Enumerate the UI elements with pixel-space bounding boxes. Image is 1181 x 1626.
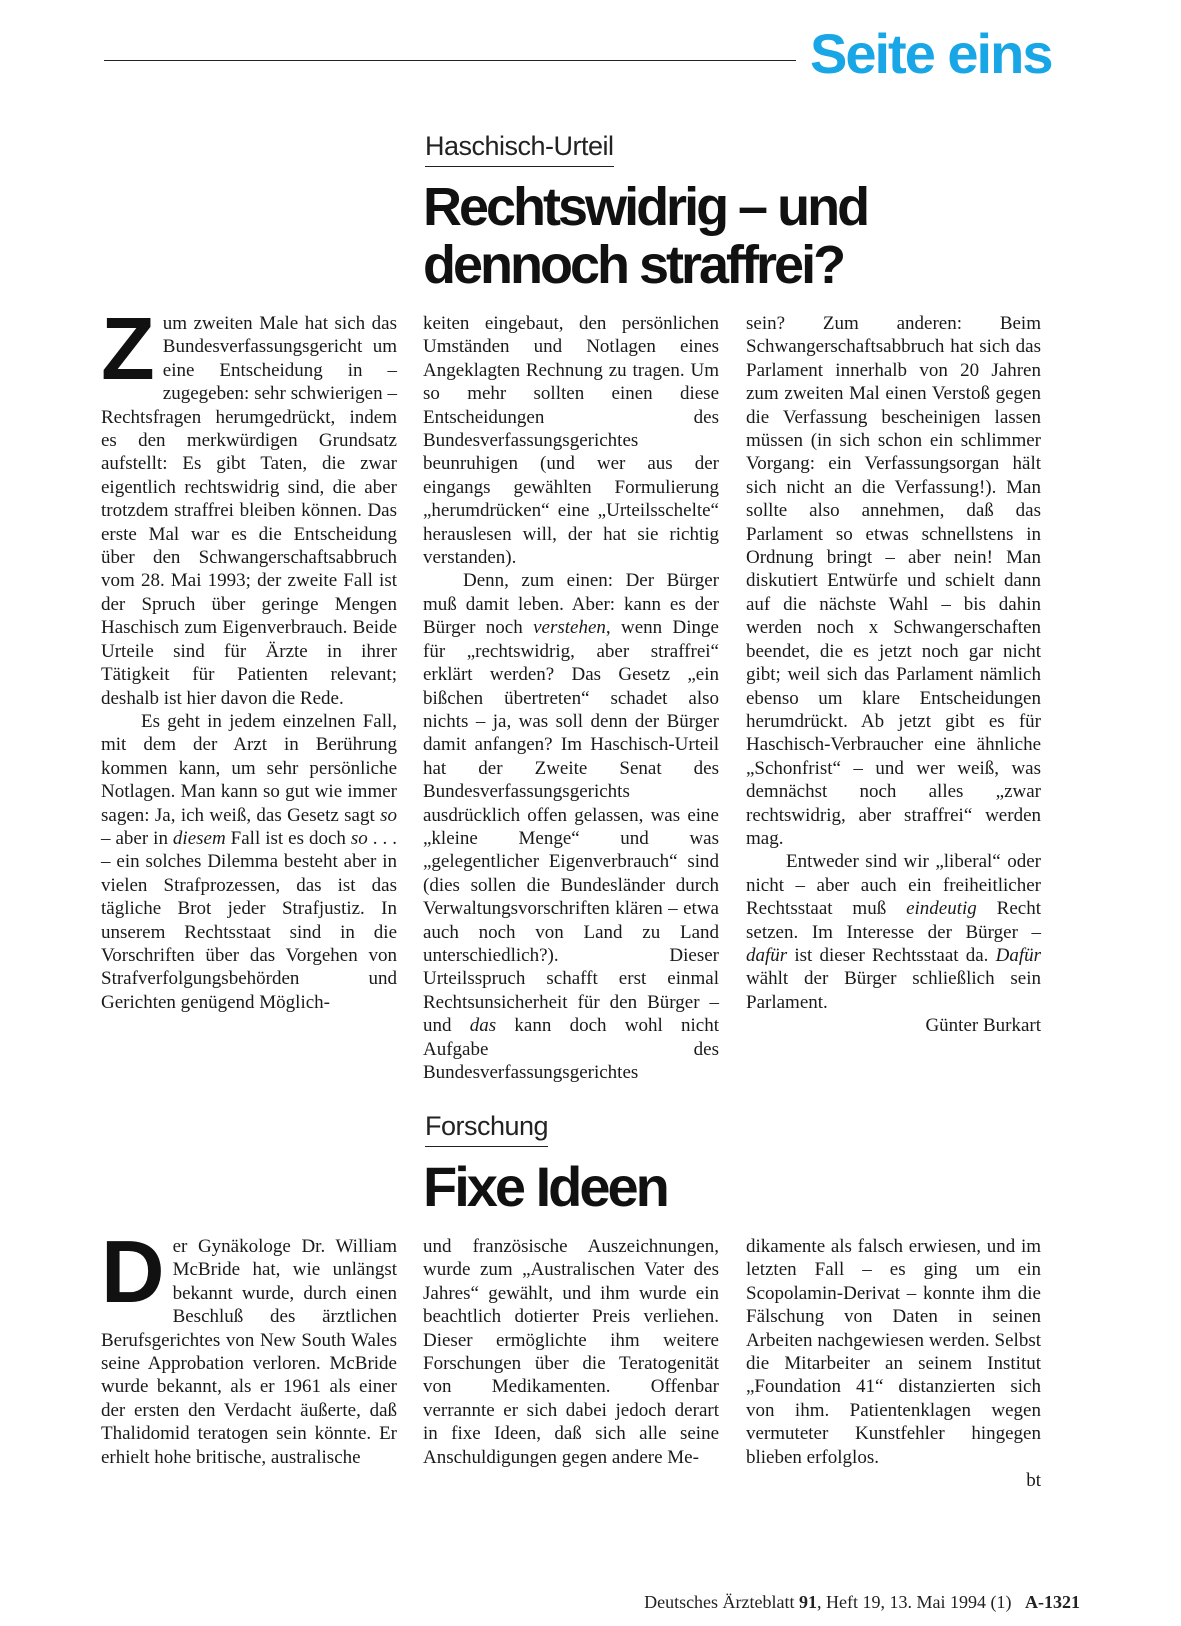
article2-column-2 xyxy=(423,1235,719,1469)
article1-kicker: Haschisch-Urteil xyxy=(425,133,614,167)
article1-col1-p2: Es geht in jedem einzelnen Fall, mit dem der Arzt in Berührung kommen kann, um sehr persönliche Notlagen. Man kann so gut wie immer sagen: Ja, ich weiß, das Gesetz sagt so – aber in diesem Fall ist es doch so . . . – ein solches Dilemma besteht aber in vielen Strafprozessen, das ist das tägliche Brot jeder Strafjustiz. In unserem Rechtsstaat sind in die Vorschriften über das Vorgehen von Strafverfolgungsbehörden und Gerichten genügend Möglich- xyxy=(101,710,397,1013)
section-title: Seite eins xyxy=(810,22,1052,85)
article2-column-1 xyxy=(101,1222,397,1469)
footer-journal: Deutsches Ärzteblatt xyxy=(644,1592,795,1612)
article2-column-3 xyxy=(746,1235,1041,1492)
header-rule xyxy=(104,60,796,61)
article2-author: bt xyxy=(1026,1470,1041,1492)
article2-headline: Fixe Ideen xyxy=(423,1155,667,1218)
article1-col1-p1: um zweiten Male hat sich das Bundesverfassungsgericht um eine Entscheidung in – zugegeben: sehr schwierigen – Rechtsfragen herumgedrückt, indem es den merkwürdigen Grundsatz aufstellt: Es gibt Taten, die zwar eigentlich rechtswidrig sind, die aber trotzdem straffrei bleiben können. Das erste Mal war es die Entscheidung über den Schwangerschaftsabbruch vom 28. Mai 1993; der zweite Fall ist der Spruch über geringe Mengen Haschisch zum Eigenverbrauch. Beide Urteile sind für Ärzte in ihrer Tätigkeit für Patienten relevant; deshalb ist hier davon die Rede. xyxy=(101,313,397,709)
article2-kicker: Forschung xyxy=(425,1113,548,1147)
article1-col2-p2: Denn, zum einen: Der Bürger muß damit leben. Aber: kann es der Bürger noch verstehen, wenn Dinge für „rechtswidrig, aber straffrei“ erklärt werden? Das Gesetz „ein bißchen übertreten“ schadet also nichts – ja, was soll denn der Bürger damit anfangen? Im Haschisch-Urteil hat der Zweite Senat des Bundesverfassungsgerichts ausdrücklich offen gelassen, was eine „kleine Menge“ und was „gelegentlicher Eigenverbrauch“ sind (dies sollen die Bundesländer durch Verwaltungsvorschriften klären – etwa auch noch von Land zu Land unterschiedlich?). Dieser Urteilsspruch schafft erst einmal Rechtsunsicherheit für den Bürger – und das kann doch wohl nicht Aufgabe des Bundesverfassungsgerichtes xyxy=(423,570,720,1083)
page-footer xyxy=(540,1592,1080,1613)
article1-headline-line1: Rechtswidrig – und xyxy=(423,177,868,237)
article1-col2-p1: keiten eingebaut, den persönlichen Umständen und Notlagen eines Angeklagten Rechnung zu tragen. Um so mehr sollten einen diese Entscheidungen des Bundesverfassungsgerichtes beunruhigen (und wer aus der eingangs gewählten Formulierung „herumdrücken“ eine „Urteilsschelte“ herauslesen will, der hat sie richtig verstanden). xyxy=(423,313,719,569)
article2-dropcap: D xyxy=(101,1222,165,1321)
article1-col3-p1: sein? Zum anderen: Beim Schwangerschaftsabbruch hat sich das Parlament innerhalb von 20 Jahren zum zweiten Mal einen Verstoß gegen die Verfassung bescheinigen lassen müssen (in sich schon ein schlimmer Vorgang: ein Verfassungsorgan hält sich nicht an die Verfassung!). Man sollte also annehmen, daß das Parlament so etwas schnellstens in Ordnung bringt – aber nein! Man diskutiert Entwürfe und schielt dann auf die nächste Wahl – bis dahin werden noch x Schwangerschaften beendet, die es jetzt noch gar nicht gibt; weil sich das Parlament nämlich ebenso um klare Entscheidungen herumdrückt. Ab jetzt gibt es für Haschisch-Verbraucher eine ähnliche „Schonfrist“ – und wer weiß, was demnächst noch alles „zwar rechtswidrig, aber straffrei“ werden mag. xyxy=(746,313,1041,849)
article2-col1-text: er Gynäkologe Dr. William McBride hat, wie unlängst bekannt wurde, durch einen Beschluß des ärztlichen Berufsgerichtes von New South Wales seine Approbation verloren. McBride wurde bekannt, als er 1961 als einer der ersten den Verdacht äußerte, daß Thalidomid teratogen sein könnte. Er erhielt hohe britische, australische xyxy=(101,1236,397,1468)
article2-col3-text: dikamente als falsch erwiesen, und im letzten Fall – es ging um ein Scopolamin-Derivat – konnte ihm die Fälschung von Daten in seinen Arbeiten nachgewiesen werden. Selbst die Mitarbeiter an seinem Institut „Foundation 41“ distanzierten sich von ihm. Patientenklagen wegen vermuteter Kunstfehler hingegen blieben erfolglos. xyxy=(746,1236,1041,1468)
article1-author: Günter Burkart xyxy=(925,1015,1041,1037)
article1-col3-p2: Entweder sind wir „liberal“ oder nicht – aber auch ein freiheitlicher Rechtsstaat muß eindeutig Recht setzen. Im Interesse der Bürger – dafür ist dieser Rechtsstaat da. Dafür wählt der Bürger schließlich sein Parlament. xyxy=(746,851,1042,1013)
article1-dropcap: Z xyxy=(101,299,155,398)
article1-column-2 xyxy=(423,312,719,1084)
footer-volume: 91 xyxy=(799,1592,818,1612)
article1-headline xyxy=(423,178,867,295)
article1-column-1 xyxy=(101,299,397,1014)
footer-issue: , Heft 19, 13. Mai 1994 (1) xyxy=(817,1592,1012,1612)
article2-col2-text: und französische Auszeichnungen, wurde zum „Australischen Vater des Jahres“ gewählt, und ihm wurde ein beachtlich dotierter Preis verliehen. Dieser ermöglichte ihm weitere Forschungen über die Teratogenität von Medikamenten. Offenbar verrannte er sich dabei jedoch derart in fixe Ideen, daß sich alle seine Anschuldigungen gegen andere Me- xyxy=(423,1236,719,1468)
footer-page-number: A-1321 xyxy=(1025,1592,1080,1612)
article1-headline-line2: dennoch straffrei? xyxy=(423,235,844,296)
article1-column-3 xyxy=(746,312,1041,1038)
